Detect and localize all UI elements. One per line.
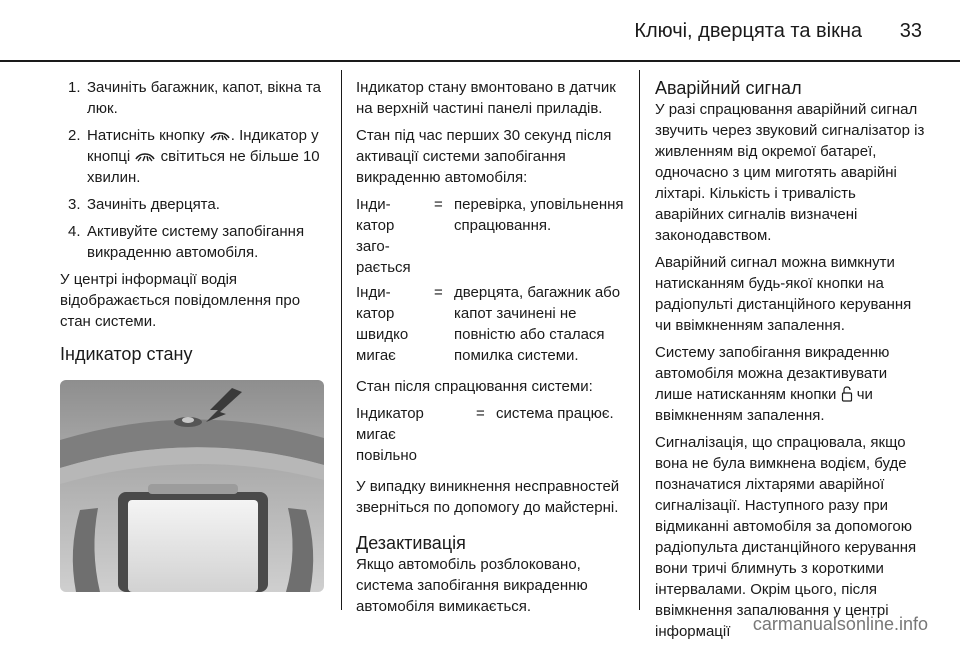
- page-number: 33: [899, 20, 922, 42]
- equals-sign: =: [476, 405, 485, 422]
- car-alarm-key-icon: [134, 151, 156, 164]
- step-number: 3.: [68, 196, 81, 213]
- status-term: Індикатор мигає повільно: [356, 405, 424, 464]
- car-alarm-key-icon: [209, 130, 231, 143]
- list-item: [60, 221, 328, 263]
- paragraph: [655, 342, 927, 426]
- unlock-icon: [841, 386, 853, 402]
- status-definitions: [356, 403, 626, 466]
- paragraph-text: чи ввімкненням запалення.: [655, 386, 873, 424]
- dashboard-photo: [60, 380, 324, 592]
- step-text: . Індикатор у кнопці: [87, 127, 319, 165]
- list-item: [60, 77, 328, 119]
- paragraph: Якщо автомобіль розблоковано, система запобігання викраденню автомобіля вимикається.: [356, 556, 588, 615]
- step-text: Натисніть кнопку: [87, 127, 205, 144]
- watermark: carmanualsonline.info: [752, 614, 928, 634]
- steps-list: [60, 77, 328, 263]
- column-divider: [341, 70, 342, 610]
- paragraph: Аварійний сигнал можна вимкнути натисканням будь-якої кнопки на радіопульті дистанційного керування чи ввімкненням запалення.: [655, 254, 912, 334]
- paragraph: У випадку виникнення несправностей зверніться по допомогу до майстерні.: [356, 478, 620, 516]
- step-text: Зачиніть дверцята.: [87, 196, 220, 213]
- status-description: дверцята, багажник або капот зачинені не повністю або сталася помилка системи.: [454, 284, 621, 364]
- page-title: Ключі, дверцята та вікна: [634, 20, 862, 42]
- status-definitions: [356, 194, 626, 366]
- step-number: 1.: [68, 79, 81, 96]
- table-row: [356, 194, 626, 282]
- section-heading: Аварійний сигнал: [655, 78, 802, 98]
- step-text: Зачиніть багажник, капот, вікна та люк.: [87, 79, 322, 117]
- section-heading: Індикатор стану: [60, 344, 193, 364]
- paragraph: Сигналізація, що спрацювала, якщо вона не була вимкнена водієм, буде позначатися ліхтарями аварійної сигналізації. Наступного разу при відмиканні автомобіля за допомогою радіопульта дистанційного керування вони тричі блимнуть з короткими інтервалами. Окрім цього, після ввімкнення запалювання у центрі інформації: [655, 434, 917, 640]
- paragraph: Стан під час перших 30 секунд після активації системи запобігання викраденню автомобіля:: [356, 127, 612, 186]
- equals-sign: =: [434, 196, 443, 213]
- column-left: [60, 77, 328, 592]
- column-middle: [356, 77, 626, 623]
- table-row: [356, 403, 626, 466]
- step-text: світиться не більше 10 хвилин.: [87, 148, 320, 186]
- status-term: Інди- катор швидко мигає: [356, 284, 409, 364]
- step-text: Активуйте систему запобігання викраденню автомобіля.: [87, 223, 305, 261]
- section-heading: Дезактивація: [356, 533, 466, 553]
- status-note: У центрі інформації водія відображається повідомлення про стан системи.: [60, 271, 301, 330]
- step-number: 4.: [68, 223, 81, 240]
- status-description: перевірка, уповільнення спрацювання.: [454, 196, 624, 234]
- column-right: [655, 77, 927, 648]
- step-number: 2.: [68, 127, 81, 144]
- paragraph: У разі спрацювання аварійний сигнал звучить через звуковий сигналізатор із живленням від окремої батареї, одночасно з цим миготять аварійні ліхтарі. Кількість і тривалість аварійних сигналів визначені законодавством.: [655, 101, 925, 244]
- status-description: система працює.: [496, 405, 614, 422]
- column-divider: [639, 70, 640, 610]
- list-item: [60, 125, 328, 188]
- paragraph-text: Систему запобігання викраденню автомобіля можна дезактивувати лише натисканням кнопки: [655, 344, 890, 403]
- paragraph: Індикатор стану вмонтовано в датчик на верхній частині панелі приладів.: [356, 79, 616, 117]
- paragraph: Стан після спрацювання системи:: [356, 378, 593, 395]
- header-rule: [0, 60, 960, 62]
- page-header: [0, 0, 960, 60]
- list-item: [60, 194, 328, 215]
- equals-sign: =: [434, 284, 443, 301]
- status-term: Інди- катор заго- рається: [356, 196, 411, 276]
- table-row: [356, 282, 626, 366]
